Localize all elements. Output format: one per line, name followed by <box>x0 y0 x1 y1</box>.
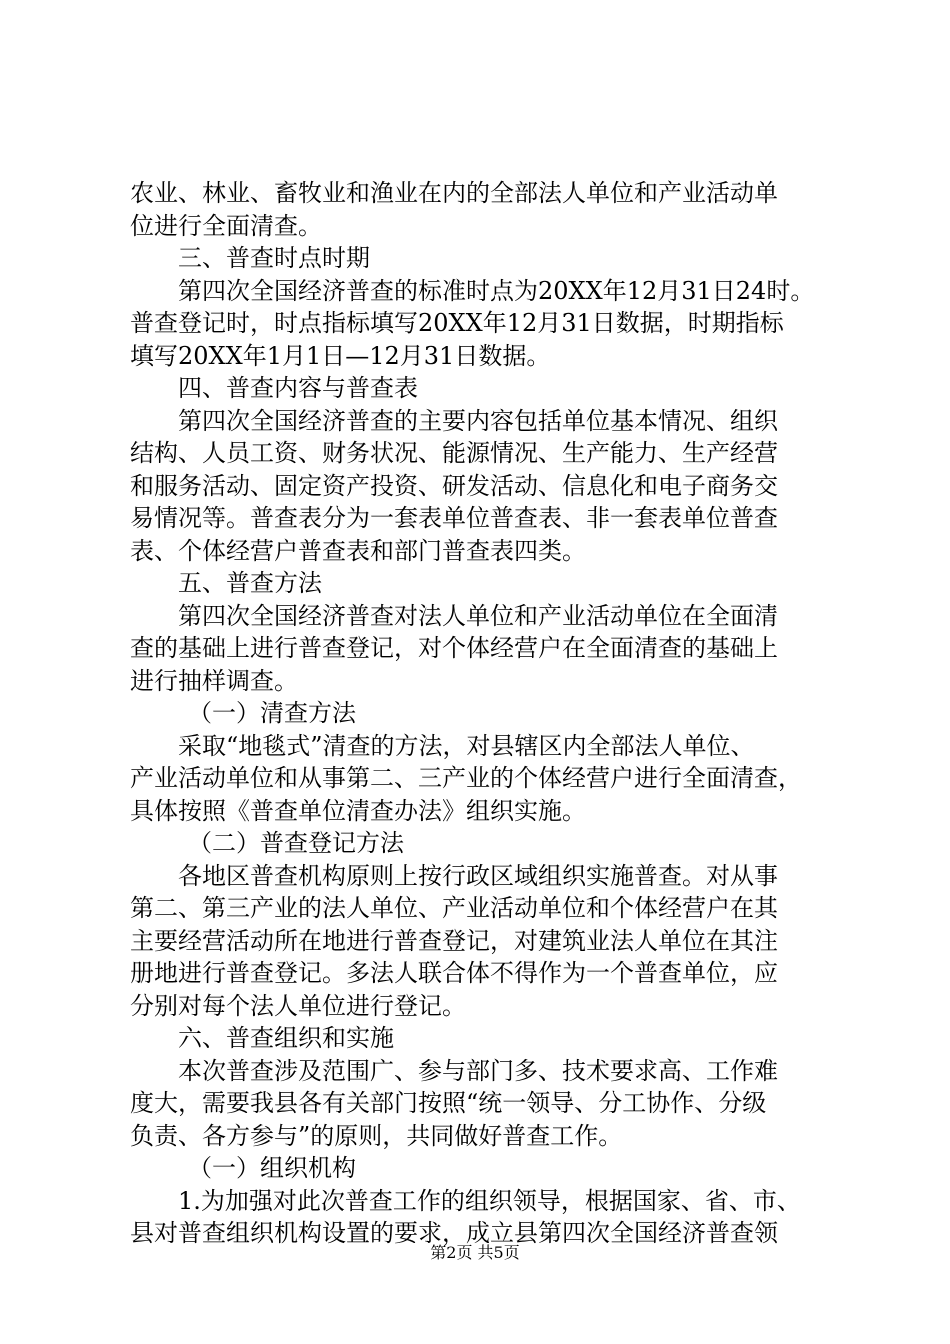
document-body <box>130 177 830 1250</box>
text-line: 结构、人员工资、财务状况、能源情况、生产能力、生产经营 <box>130 439 778 467</box>
page-number: 第2页 共5页 <box>430 1243 520 1262</box>
text-line: 具体按照《普查单位清查办法》组织实施。 <box>130 796 586 825</box>
text-line: 填写20XX年1月1日—12月31日数据。 <box>130 341 551 370</box>
text-line: 本次普查涉及范围广、参与部门多、技术要求高、工作难 <box>178 1056 778 1085</box>
subsection-heading: （一）清查方法 <box>188 699 356 727</box>
text-line: 分别对每个法人单位进行登记。 <box>130 991 466 1020</box>
section-heading: 五、普查方法 <box>178 569 322 597</box>
text-line: 第四次全国经济普查对法人单位和产业活动单位在全面清 <box>178 601 778 630</box>
text-line: 采取“地毯式”清查的方法，对县辖区内全部法人单位、 <box>178 731 755 760</box>
text-line: 农业、林业、畜牧业和渔业在内的全部法人单位和产业活动单 <box>130 179 778 207</box>
text-line: 主要经营活动所在地进行普查登记，对建筑业法人单位在其注 <box>130 926 778 955</box>
section-heading: 三、普查时点时期 <box>178 244 370 272</box>
text-line: 第二、第三产业的法人单位、产业活动单位和个体经营户在其 <box>130 894 778 922</box>
text-line: 易情况等。普查表分为一套表单位普查表、非一套表单位普查 <box>130 504 778 532</box>
text-line: 1.为加强对此次普查工作的组织领导，根据国家、省、市、 <box>178 1186 801 1215</box>
text-line: 县对普查组织机构设置的要求，成立县第四次全国经济普查领 <box>130 1219 778 1247</box>
text-line: 位进行全面清查。 <box>130 211 322 240</box>
text-line: 表、个体经营户普查表和部门普查表四类。 <box>130 536 586 565</box>
text-line: 第四次全国经济普查的标准时点为20XX年12月31日24时。 <box>178 276 815 305</box>
text-line: 进行抽样调查。 <box>130 666 298 695</box>
text-line: 查的基础上进行普查登记，对个体经营户在全面清查的基础上 <box>130 634 778 662</box>
text-line: 第四次全国经济普查的主要内容包括单位基本情况、组织 <box>178 406 778 435</box>
text-line: 册地进行普查登记。多法人联合体不得作为一个普查单位，应 <box>130 959 778 987</box>
text-line: 产业活动单位和从事第二、三产业的个体经营户进行全面清查， <box>130 764 802 792</box>
page-footer <box>0 1243 950 1263</box>
text-line: 和服务活动、固定资产投资、研发活动、信息化和电子商务交 <box>130 471 778 500</box>
text-line: 各地区普查机构原则上按行政区域组织实施普查。对从事 <box>178 861 778 890</box>
text-line: 普查登记时，时点指标填写20XX年12月31日数据，时期指标 <box>130 309 784 337</box>
subsection-heading: （一）组织机构 <box>188 1154 356 1182</box>
text-line: 度大，需要我县各有关部门按照“统一领导、分工协作、分级 <box>130 1089 767 1117</box>
section-heading: 六、普查组织和实施 <box>178 1024 394 1052</box>
subsection-heading: （二）普查登记方法 <box>188 829 404 857</box>
text-line: 负责、各方参与”的原则，共同做好普查工作。 <box>130 1121 623 1150</box>
section-heading: 四、普查内容与普查表 <box>178 374 418 402</box>
